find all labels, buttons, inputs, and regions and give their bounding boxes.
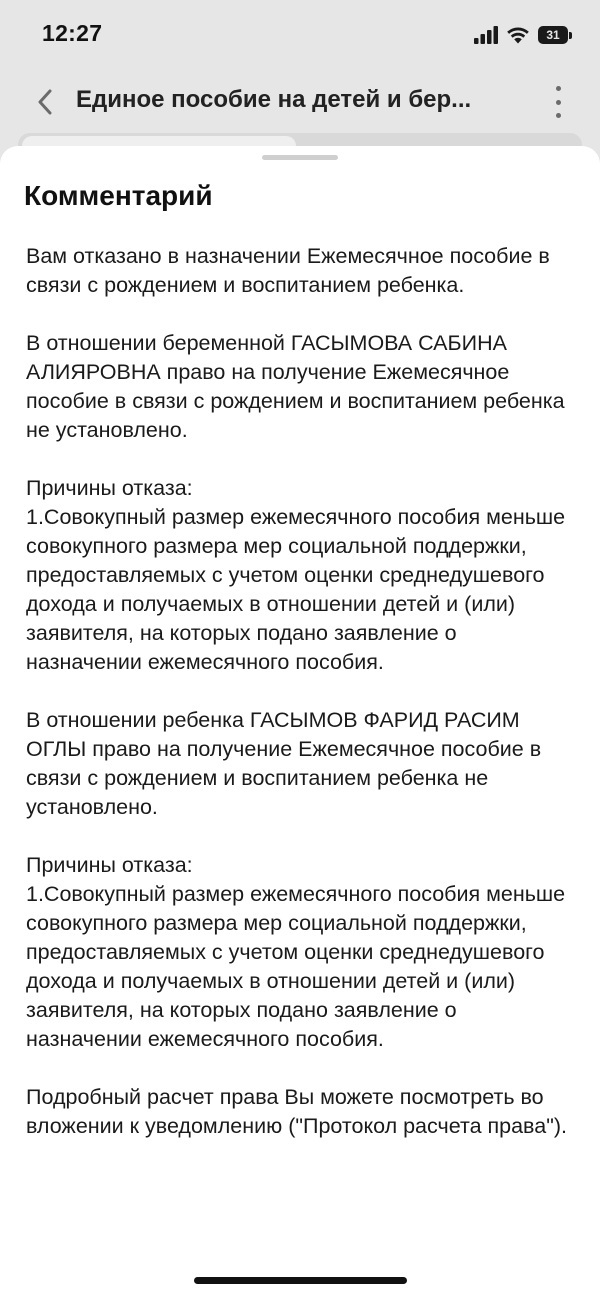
cellular-signal-icon <box>474 26 498 44</box>
more-options-button[interactable] <box>546 86 570 118</box>
battery-tip <box>569 32 572 39</box>
comment-paragraph: В отношении беременной ГАСЫМОВА САБИНА АЛИЯРОВНА право на получение Ежемесячное пособие в связи с рождением и воспитанием ребенка не установлено. <box>26 331 565 442</box>
more-vertical-icon <box>556 86 561 91</box>
wifi-icon <box>506 26 530 44</box>
refusal-reason-text: 1.Совокупный размер ежемесячного пособия меньше совокупного размера мер социальной поддержки, предоставляемых с учетом оценки среднедушевого дохода и получаемых в отношении детей и (или) заявителя, на которых подано заявление о назначении ежемесячного пособия. <box>26 882 566 1051</box>
comment-paragraph <box>26 474 578 677</box>
status-time: 12:27 <box>42 20 103 46</box>
refusal-reasons-heading: Причины отказа: <box>26 476 193 500</box>
status-icons <box>474 22 574 48</box>
more-vertical-icon-dot <box>556 100 561 105</box>
comment-paragraph: В отношении ребенка ГАСЫМОВ ФАРИД РАСИМ ОГЛЫ право на получение Ежемесячное пособие в связи с рождением и воспитанием ребенка не установлено. <box>26 708 542 819</box>
back-button[interactable] <box>30 84 60 120</box>
comment-paragraph: Вам отказано в назначении Ежемесячное пособие в связи с рождением и воспитанием ребенка. <box>26 244 550 297</box>
more-vertical-icon-dot <box>556 113 561 118</box>
comment-text <box>26 242 578 1141</box>
sheet-title: Комментарий <box>24 180 213 211</box>
nav-bar <box>0 72 600 132</box>
refusal-reasons-heading: Причины отказа: <box>26 853 193 877</box>
battery-icon <box>538 25 574 45</box>
sheet-grabber[interactable] <box>262 155 338 160</box>
refusal-reason-text: 1.Совокупный размер ежемесячного пособия меньше совокупного размера мер социальной поддержки, предоставляемых с учетом оценки среднедушевого дохода и получаемых в отношении детей и (или) заявителя, на которых подано заявление о назначении ежемесячного пособия. <box>26 505 566 674</box>
battery-level: 31 <box>538 26 568 44</box>
page-title: Единое пособие на детей и бер... <box>76 86 472 113</box>
comment-paragraph: Подробный расчет права Вы можете посмотреть во вложении к уведомлению ("Протокол расчета права"). <box>26 1085 567 1138</box>
home-indicator[interactable] <box>194 1277 407 1284</box>
comment-sheet <box>0 146 600 1297</box>
comment-paragraph <box>26 851 578 1054</box>
chevron-left-icon <box>37 89 53 115</box>
status-bar <box>0 0 600 72</box>
